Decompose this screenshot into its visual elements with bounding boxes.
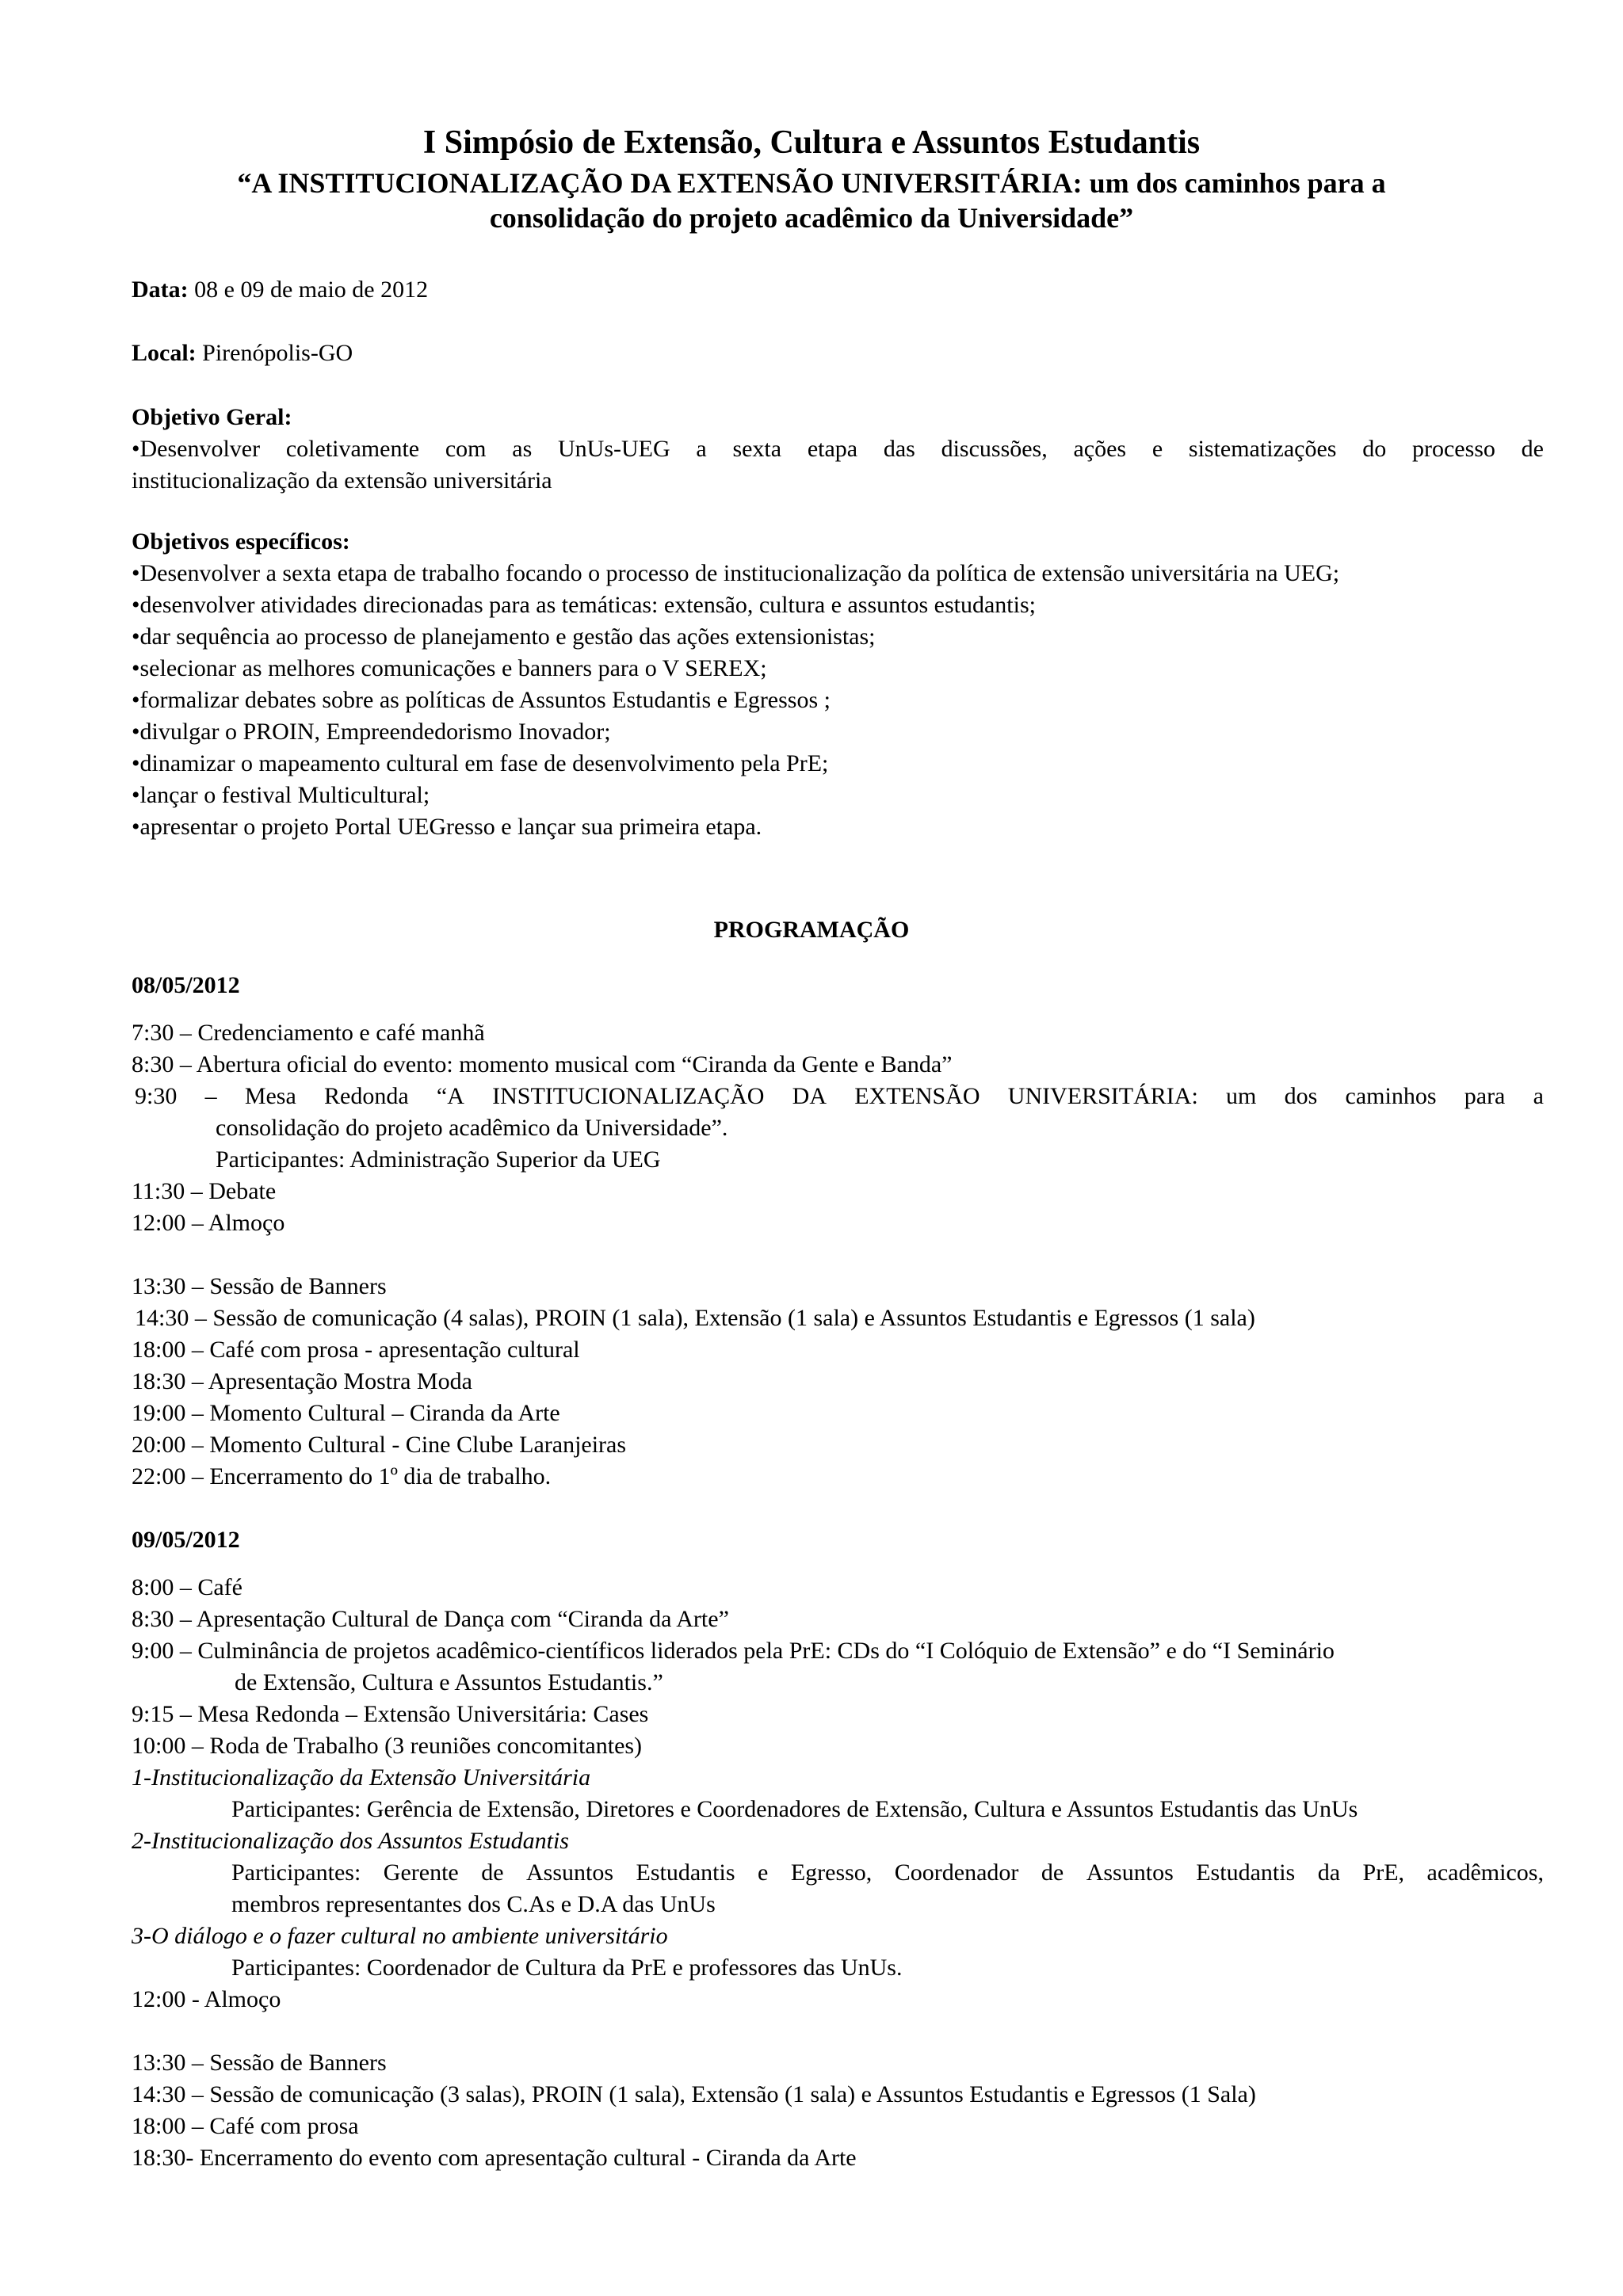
day2-date: 09/05/2012 (132, 1527, 240, 1553)
specific-objective-item: •lançar o festival Multicultural; (132, 782, 430, 808)
word: •Desenvolver (132, 436, 261, 462)
word: acadêmicos, (1426, 1859, 1544, 1886)
event-location-label: Local: (132, 340, 197, 366)
word: Mesa (244, 1083, 296, 1109)
general-objective-heading: Objetivo Geral: (132, 404, 292, 430)
work-group-2-title: 2-Institucionalização dos Assuntos Estudantis (132, 1828, 569, 1854)
word: Assuntos (526, 1859, 614, 1886)
schedule-item: 22:00 – Encerramento do 1º dia de trabalho. (132, 1463, 552, 1489)
schedule-item: 8:30 – Abertura oficial do evento: momento musical com “Ciranda da Gente e Banda” (132, 1051, 953, 1077)
word: de (481, 1859, 504, 1886)
schedule-item: 12:00 - Almoço (132, 1986, 281, 2012)
word: sexta (732, 436, 782, 462)
schedule-item: 14:30 – Sessão de comunicação (4 salas), PROIN (1 sala), Extensão (1 sala) e Assuntos Estudantis e Egressos (1 sala) (135, 1305, 1255, 1331)
event-location (132, 338, 353, 369)
word: discussões, (941, 436, 1048, 462)
word: Egresso, (790, 1859, 873, 1886)
general-objective-line-2: institucionalização da extensão universitária (132, 467, 552, 494)
word: do (1362, 436, 1387, 462)
schedule-item: 18:00 – Café com prosa (132, 2113, 359, 2139)
word: Assuntos (1086, 1859, 1174, 1886)
word: etapa (807, 436, 858, 462)
word: dos (1284, 1083, 1318, 1109)
schedule-item: 7:30 – Credenciamento e café manhã (132, 1020, 485, 1046)
schedule-item-participants: Participantes: Administração Superior da UEG (216, 1146, 661, 1173)
general-objective-line-1 (132, 433, 1544, 465)
word: Redonda (324, 1083, 409, 1109)
roundtable-line-1 (135, 1081, 1544, 1112)
event-date-value: 08 e 09 de maio de 2012 (188, 277, 429, 303)
event-date (132, 274, 428, 306)
schedule-item-roundtable (135, 1081, 1544, 1112)
work-group-2-participants-line-1 (231, 1857, 1544, 1889)
schedule-item: 18:30 – Apresentação Mostra Moda (132, 1368, 472, 1394)
work-group-3-participants: Participantes: Coordenador de Cultura da PrE e professores das UnUs. (231, 1955, 903, 1981)
document-title: I Simpósio de Extensão, Cultura e Assuntos Estudantis (422, 124, 1201, 161)
specific-objective-item: •desenvolver atividades direcionadas para as temáticas: extensão, cultura e assuntos estudantis; (132, 592, 1036, 618)
word: a (1533, 1083, 1544, 1109)
schedule-item-continuation: consolidação do projeto acadêmico da Universidade”. (216, 1115, 728, 1141)
word: UNIVERSITÁRIA: (1007, 1083, 1198, 1109)
schedule-item: 18:00 – Café com prosa - apresentação cultural (132, 1337, 580, 1363)
word: Gerente (383, 1859, 459, 1886)
schedule-item: 8:30 – Apresentação Cultural de Dança com “Ciranda da Arte” (132, 1606, 729, 1632)
schedule-item: 9:15 – Mesa Redonda – Extensão Universitária: Cases (132, 1701, 649, 1727)
day1-date: 08/05/2012 (132, 972, 240, 998)
work-group-2-participants (231, 1857, 1544, 1889)
schedule-item: 20:00 – Momento Cultural - Cine Clube Laranjeiras (132, 1432, 627, 1458)
word: – (204, 1083, 217, 1109)
word: para (1464, 1083, 1506, 1109)
word: Estudantis (1196, 1859, 1296, 1886)
general-objective-text (132, 433, 1544, 497)
schedule-item: 11:30 – Debate (132, 1178, 277, 1204)
word: EXTENSÃO (854, 1083, 980, 1109)
schedule-item: 9:00 – Culminância de projetos acadêmico-científicos liderados pela PrE: CDs do “I Colóquio de Extensão” e do “I Seminário (132, 1638, 1335, 1664)
word: um (1226, 1083, 1257, 1109)
schedule-item: 10:00 – Roda de Trabalho (3 reuniões concomitantes) (132, 1733, 643, 1759)
specific-objective-item: •dar sequência ao processo de planejamento e gestão das ações extensionistas; (132, 624, 876, 650)
word: PrE, (1362, 1859, 1405, 1886)
work-group-1-participants: Participantes: Gerência de Extensão, Diretores e Coordenadores de Extensão, Cultura e Assuntos Estudantis das UnUs (231, 1796, 1358, 1822)
word: “A (436, 1083, 464, 1109)
word: Estudantis (636, 1859, 735, 1886)
word: Participantes: (231, 1859, 361, 1886)
event-date-label: Data: (132, 277, 189, 303)
specific-objective-item: •formalizar debates sobre as políticas de Assuntos Estudantis e Egressos ; (132, 687, 831, 713)
word: processo (1411, 436, 1495, 462)
schedule-item: 13:30 – Sessão de Banners (132, 2050, 387, 2076)
word: com (445, 436, 487, 462)
work-group-1-title: 1-Institucionalização da Extensão Universitária (132, 1764, 591, 1791)
specific-objective-item: •Desenvolver a sexta etapa de trabalho focando o processo de institucionalização da política de extensão universitária na UEG; (132, 560, 1340, 586)
specific-objective-item: •dinamizar o mapeamento cultural em fase de desenvolvimento pela PrE; (132, 750, 829, 776)
word: de (1521, 436, 1544, 462)
word: DA (792, 1083, 827, 1109)
word: coletivamente (285, 436, 420, 462)
word: ações (1073, 436, 1127, 462)
schedule-item: 19:00 – Momento Cultural – Ciranda da Arte (132, 1400, 560, 1426)
specific-objective-item: •selecionar as melhores comunicações e banners para o V SEREX; (132, 655, 767, 681)
word: INSTITUCIONALIZAÇÃO (492, 1083, 765, 1109)
word: sistematizações (1188, 436, 1337, 462)
schedule-item-continuation: de Extensão, Cultura e Assuntos Estudantis.” (235, 1669, 663, 1695)
schedule-item: 14:30 – Sessão de comunicação (3 salas), PROIN (1 sala), Extensão (1 sala) e Assuntos Estudantis e Egressos (1 Sala) (132, 2081, 1256, 2107)
word: 9:30 (135, 1083, 178, 1109)
word: caminhos (1345, 1083, 1437, 1109)
word: Coordenador (894, 1859, 1019, 1886)
word: UnUs-UEG (557, 436, 670, 462)
word: as (512, 436, 533, 462)
program-heading: PROGRAMAÇÃO (713, 917, 910, 943)
schedule-item: 12:00 – Almoço (132, 1210, 285, 1236)
word: e (758, 1859, 769, 1886)
document-subtitle-line-1: “A INSTITUCIONALIZAÇÃO DA EXTENSÃO UNIVERSITÁRIA: um dos caminhos para a (237, 167, 1386, 199)
word: a (696, 436, 707, 462)
schedule-item: 18:30- Encerramento do evento com apresentação cultural - Ciranda da Arte (132, 2145, 857, 2171)
word: da (1317, 1859, 1341, 1886)
specific-objectives-heading: Objetivos específicos: (132, 528, 350, 555)
schedule-item: 13:30 – Sessão de Banners (132, 1273, 387, 1299)
word: das (883, 436, 915, 462)
schedule-item: 8:00 – Café (132, 1574, 242, 1600)
word: e (1151, 436, 1163, 462)
specific-objective-item: •divulgar o PROIN, Empreendedorismo Inovador; (132, 719, 611, 745)
work-group-3-title: 3-O diálogo e o fazer cultural no ambiente universitário (132, 1923, 668, 1949)
specific-objective-item: •apresentar o projeto Portal UEGresso e lançar sua primeira etapa. (132, 814, 762, 840)
work-group-2-participants-line-2: membros representantes dos C.As e D.A das UnUs (231, 1891, 716, 1917)
event-location-value: Pirenópolis-GO (196, 340, 353, 366)
document-subtitle-line-2: consolidação do projeto acadêmico da Universidade” (489, 202, 1134, 234)
word: de (1041, 1859, 1064, 1886)
